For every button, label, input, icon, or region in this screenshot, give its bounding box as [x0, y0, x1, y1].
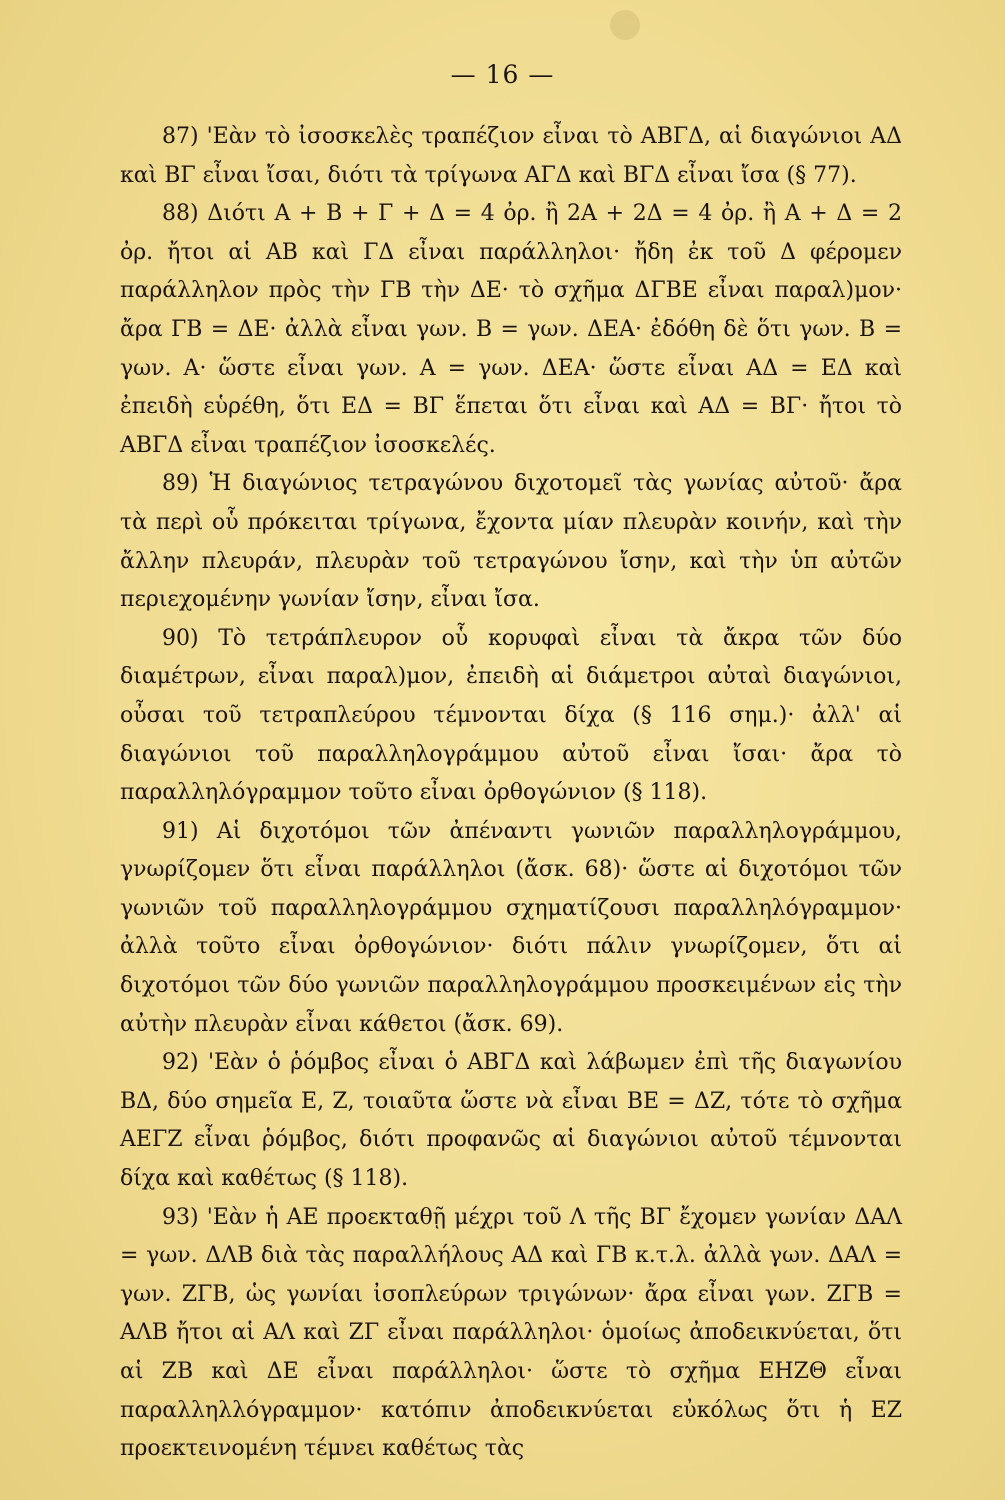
paragraph-text: Διότι Α + Β + Γ + Δ = 4 ὀρ. ἢ 2Α + 2Δ = 4 ὀρ. ἢ Α + Δ = 2 ὀρ. ἤτοι αἱ ΑΒ καὶ ΓΔ εἶναι παράλληλοι· ἤδη ἐκ τοῦ Δ φέρομεν παράλληλον πρὸς τὴν ΓΒ τὴν ΔΕ· τὸ σχῆμα ΔΓΒΕ εἶναι παραλ)μον· ἄρα ΓΒ = ΔΕ· ἀλλὰ εἶναι γων. Β = γων. ΔΕΑ· ἐδόθη δὲ ὅτι γων. Β = γων. Α· ὥστε εἶναι γων. Α = γων. ΔΕΑ· ὥστε εἶναι ΑΔ = ΕΔ καὶ ἐπειδὴ εὑρέθη, ὅτι ΕΔ = ΒΓ ἕπεται ὅτι εἶναι καὶ ΑΔ = ΒΓ· ἤτοι τὸ ΑΒΓΔ εἶναι τραπέζιον ἰσοσκελές.: [120, 201, 902, 458]
paragraph-90: [120, 620, 902, 813]
paragraph-text: Τὸ τετράπλευρον οὗ κορυφαὶ εἶναι τὰ ἄκρα τῶν δύο διαμέτρων, εἶναι παραλ)μον, ἐπειδὴ αἱ διάμετροι αὐταὶ διαγώνιοι, οὖσαι τοῦ τετραπλεύρου τέμνονται δίχα (§ 116 σημ.)· ἀλλ' αἱ διαγώνιοι τοῦ παραλληλογράμμου αὐτοῦ εἶναι ἴσαι· ἄρα τὸ παραλληλόγραμμον τοῦτο εἶναι ὀρθογώνιον (§ 118).: [120, 625, 902, 806]
paragraph-93: [120, 1199, 902, 1469]
paragraph-88: [120, 195, 902, 465]
exercise-number: 91): [162, 818, 199, 844]
exercise-number: 89): [162, 471, 199, 497]
paper-stain: [610, 10, 640, 40]
paragraph-87: [120, 118, 902, 195]
paragraph-text: 'Εὰν τὸ ἰσοσκελὲς τραπέζιον εἶναι τὸ ΑΒΓΔ, αἱ διαγώνιοι ΑΔ καὶ ΒΓ εἶναι ἴσαι, διότι τὰ τρίγωνα ΑΓΔ καὶ ΒΓΔ εἶναι ἴσα (§ 77).: [120, 124, 902, 188]
exercise-number: 92): [162, 1050, 199, 1076]
exercise-number: 88): [162, 201, 199, 227]
exercise-number: 90): [162, 625, 199, 651]
exercise-number: 87): [162, 124, 199, 149]
paragraph-text: 'Εὰν ἡ ΑΕ προεκταθῇ μέχρι τοῦ Λ τῆς ΒΓ ἔχομεν γωνίαν ΔΑΛ = γων. ΔΛΒ διὰ τὰς παραλλήλους ΑΔ καὶ ΓΒ κ.τ.λ. ἀλλὰ γων. ΔΑΛ = γων. ΖΓΒ, ὡς γωνίαι ἰσοπλεύρων τριγώνων· ἄρα εἶναι γων. ΖΓΒ = ΑΛΒ ἤτοι αἱ ΑΛ καὶ ΖΓ εἶναι παράλληλοι· ὁμοίως ἀποδεικνύεται, ὅτι αἱ ΖΒ καὶ ΔΕ εἶναι παράλληλοι· ὥστε τὸ σχῆμα ΕΗΖΘ εἶναι παραλληλλόγραμμον· κατόπιν ἀποδεικνύεται εὐκόλως ὅτι ἡ ΕΖ προεκτεινομένη τέμνει καθέτως τὰς: [120, 1204, 902, 1462]
paragraph-92: [120, 1044, 902, 1198]
paragraph-89: [120, 465, 902, 619]
paragraph-91: [120, 813, 902, 1045]
paragraph-text: Αἱ διχοτόμοι τῶν ἀπέναντι γωνιῶν παραλληλογράμμου, γνωρίζομεν ὅτι εἶναι παράλληλοι (ἄσκ. 68)· ὥστε αἱ διχοτόμοι τῶν γωνιῶν τοῦ παραλληλογράμμου σχηματίζουσι παραλληλόγραμμον· ἀλλὰ τοῦτο εἶναι ὀρθογώνιον· διότι πάλιν γνωρίζομεν, ὅτι αἱ διχοτόμοι τῶν δύο γωνιῶν παραλληλογράμμου προσκειμένων εἰς τὴν αὐτὴν πλευρὰν εἶναι κάθετοι (ἄσκ. 69).: [120, 818, 902, 1037]
page-body: [120, 118, 902, 1469]
paragraph-text: 'Εὰν ὁ ῥόμβος εἶναι ὁ ΑΒΓΔ καὶ λάβωμεν ἐπὶ τῆς διαγωνίου ΒΔ, δύο σημεῖα Ε, Ζ, τοιαῦτα ὥστε νὰ εἶναι ΒΕ = ΔΖ, τότε τὸ σχῆμα ΑΕΓΖ εἶναι ῥόμβος, διότι προφανῶς αἱ διαγώνιοι αὐτοῦ τέμνονται δίχα καὶ καθέτως (§ 118).: [120, 1050, 902, 1192]
exercise-number: 93): [162, 1204, 199, 1230]
page-number: — 16 —: [450, 60, 555, 89]
paragraph-text: Ἡ διαγώνιος τετραγώνου διχοτομεῖ τὰς γωνίας αὐτοῦ· ἄρα τὰ περὶ οὗ πρόκειται τρίγωνα, ἔχοντα μίαν πλευρὰν κοινήν, καὶ τὴν ἄλλην πλευράν, πλευρὰν τοῦ τετραγώνου ἴσην, καὶ τὴν ὑπ αὐτῶν περιεχομένην γωνίαν ἴσην, εἶναι ἴσα.: [120, 471, 902, 613]
